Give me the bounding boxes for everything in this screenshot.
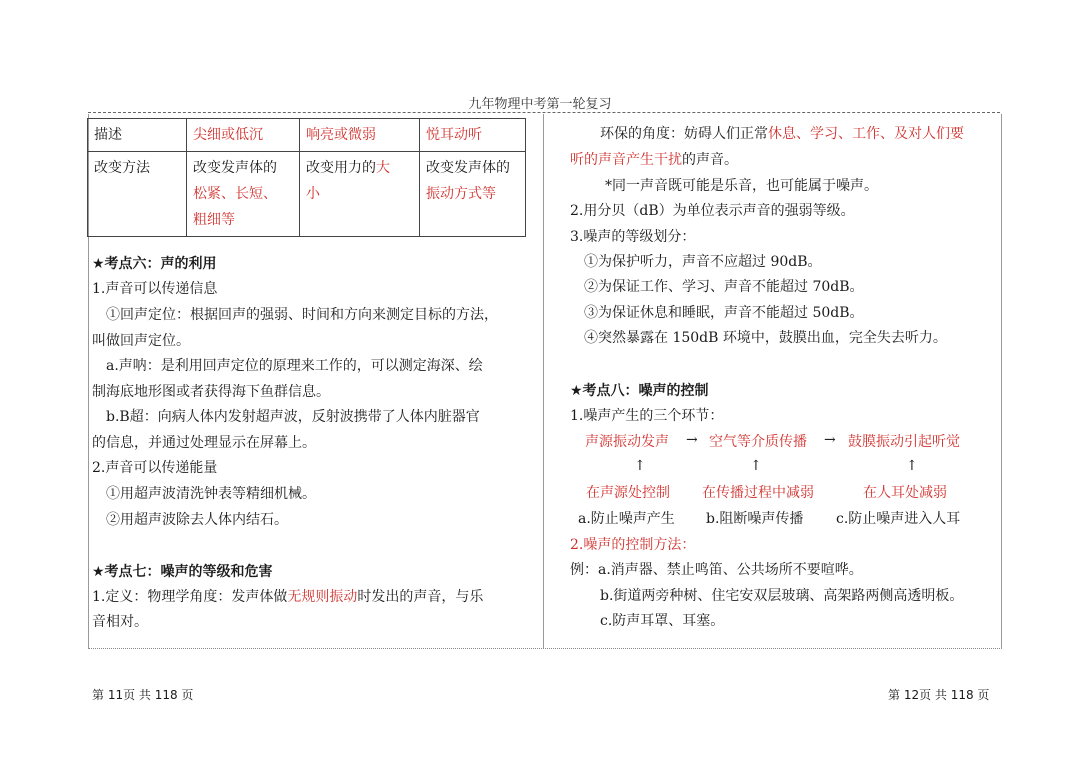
cell-line: 改变发声体的	[193, 160, 277, 176]
arrow-up-icon: ↑	[634, 458, 646, 474]
comparison-table	[87, 118, 526, 237]
table-cell: 改变方法	[88, 152, 187, 237]
arrow-right-icon: →	[686, 432, 698, 448]
text-line: 2.用分贝（dB）为单位表示声音的强弱等级。	[570, 203, 855, 219]
cell-text: 改变用力的	[306, 160, 376, 176]
text-run: 环保的角度：妨碍人们正常	[600, 126, 768, 142]
flow-step-ear: 鼓膜振动引起听觉	[848, 434, 960, 450]
control-method: b.阻断噪声传播	[706, 511, 804, 527]
cell-line: 松紧、长短、	[193, 186, 277, 202]
arrow-right-icon: →	[824, 432, 836, 448]
text-line: 2.噪声的控制方法：	[570, 537, 696, 553]
table-cell: 悦耳动听	[420, 119, 526, 152]
text-line: ①用超声波清洗钟表等精细机械。	[106, 486, 316, 502]
text-line: *同一声音既可能是乐音，也可能属于噪声。	[605, 178, 878, 194]
arrow-up-icon: ↑	[750, 458, 762, 474]
page-header: 九年物理中考第一轮复习	[468, 97, 612, 112]
arrow-up-icon: ↑	[906, 458, 918, 474]
table-cell: 尖细或低沉	[187, 119, 300, 152]
text-line: 叫做回声定位。	[92, 333, 190, 349]
text-run: 无规则振动	[287, 589, 358, 605]
text-run: 时发出的声音，与乐	[357, 589, 484, 605]
cell-line: 小	[306, 186, 320, 202]
table-row	[88, 119, 526, 152]
text-line	[570, 150, 738, 170]
text-run: 的声音。	[682, 152, 738, 168]
column-divider	[543, 114, 544, 648]
text-line	[92, 587, 483, 607]
flow-step-source: 声源振动发声	[585, 434, 669, 450]
text-line: ①为保护听力，声音不应超过 90dB。	[584, 254, 822, 270]
cell-line: 改变发声体的	[426, 160, 510, 176]
text-line: ③为保证休息和睡眠，声音不能超过 50dB。	[584, 305, 864, 321]
cell-text: 大	[376, 160, 390, 176]
text-line: ④突然暴露在 150dB 环境中，鼓膜出血，完全失去听力。	[584, 330, 947, 346]
table-cell: 响亮或微弱	[300, 119, 420, 152]
text-line: a.声呐：是利用回声定位的原理来工作的，可以测定海深、绘	[106, 358, 483, 374]
text-line: ①回声定位：根据回声的强弱、时间和方向来测定目标的方法，	[106, 307, 498, 323]
text-run: 休息、学习、工作、及对人们要	[768, 126, 964, 142]
table-row	[88, 152, 526, 237]
page-number-left: 第 11页 共 118 页	[92, 688, 194, 702]
control-point: 在人耳处减弱	[863, 485, 947, 501]
control-point: 在声源处控制	[586, 485, 670, 501]
table-cell	[300, 152, 420, 237]
text-line: 1.声音可以传递信息	[92, 281, 218, 297]
text-line: b.B超：向病人体内发射超声波，反射波携带了人体内脏器官	[106, 409, 480, 425]
text-line: 2.声音可以传递能量	[92, 460, 218, 476]
section-title-6: ★考点六：声的利用	[92, 256, 217, 272]
text-line: b.街道两旁种树、住宅安双层玻璃、高架路两侧高透明板。	[600, 588, 964, 604]
page-number-right: 第 12页 共 118 页	[888, 688, 990, 702]
table-cell	[420, 152, 526, 237]
text-run: 1.定义：物理学角度：发声体做	[92, 589, 288, 605]
text-line: 3.噪声的等级划分：	[570, 229, 696, 245]
text-line: 的信息，并通过处理显示在屏幕上。	[92, 435, 316, 451]
text-line: 音相对。	[92, 614, 148, 630]
text-line	[600, 124, 964, 144]
table-cell: 描述	[88, 119, 187, 152]
section-title-7: ★考点七：噪声的等级和危害	[92, 564, 273, 580]
control-point: 在传播过程中减弱	[702, 485, 814, 501]
section-title-8: ★考点八：噪声的控制	[570, 383, 709, 399]
text-line: 制海底地形图或者获得海下鱼群信息。	[92, 384, 330, 400]
cell-line: 振动方式等	[426, 186, 496, 202]
cell-line: 粗细等	[193, 212, 235, 228]
text-line: c.防声耳罩、耳塞。	[600, 613, 725, 629]
text-line: 1.噪声产生的三个环节：	[570, 408, 724, 424]
table-cell	[187, 152, 300, 237]
text-line: ②为保证工作、学习、声音不能超过 70dB。	[584, 279, 864, 295]
control-method: c.防止噪声进入人耳	[836, 511, 961, 527]
text-line: ②用超声波除去人体内结石。	[106, 512, 288, 528]
flow-step-medium: 空气等介质传播	[709, 434, 807, 450]
control-method: a.防止噪声产生	[578, 511, 675, 527]
text-run: 听的声音产生干扰	[570, 152, 682, 168]
header-divider	[88, 112, 1000, 113]
text-line: 例：a.消声器、禁止鸣笛、公共场所不要喧哗。	[570, 562, 863, 578]
